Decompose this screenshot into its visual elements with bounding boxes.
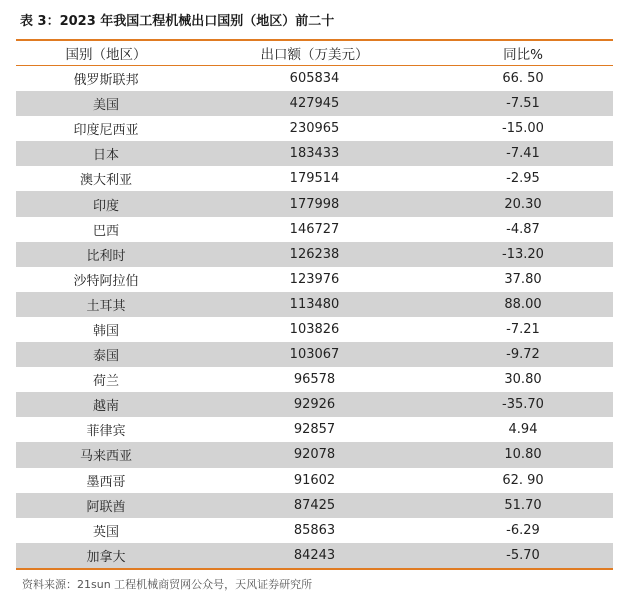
yoy-cell: 51.70 [504, 497, 542, 513]
yoy-cell: 88.00 [504, 296, 542, 312]
yoy-cell: -6.29 [506, 522, 540, 538]
table-row [16, 141, 613, 166]
country-cell: 韩国 [92, 323, 119, 339]
table-row [16, 367, 613, 392]
table-row [16, 417, 613, 442]
country-cell: 澳大利亚 [79, 173, 132, 189]
table-row [16, 468, 613, 493]
country-cell: 加拿大 [86, 549, 126, 565]
export-value-cell: 92926 [293, 397, 336, 413]
table-row [16, 518, 613, 543]
table-row [16, 191, 613, 216]
yoy-cell: -9.72 [506, 347, 540, 363]
export-value-cell: 91602 [293, 472, 336, 488]
table-row [16, 392, 613, 417]
yoy-cell: -35.70 [502, 397, 544, 413]
export-value-cell: 92078 [293, 447, 336, 463]
country-cell: 墨西哥 [86, 474, 126, 490]
header-export-value: 出口额（万美元） [260, 47, 369, 63]
export-value-cell: 85863 [293, 522, 336, 538]
country-cell: 荷兰 [92, 374, 119, 390]
export-value-cell: 84243 [293, 547, 336, 563]
table-row [16, 91, 613, 116]
header-yoy: 同比% [503, 47, 543, 63]
export-table [16, 39, 613, 570]
export-value-cell: 113480 [289, 296, 340, 312]
table-row [16, 267, 613, 292]
export-value-cell: 87425 [293, 497, 336, 513]
table-row [16, 317, 613, 342]
yoy-cell: -5.70 [506, 547, 540, 563]
yoy-cell: -2.95 [506, 171, 540, 187]
country-cell: 泰国 [92, 349, 119, 365]
country-cell: 菲律宾 [86, 424, 126, 440]
export-value-cell: 179514 [289, 171, 340, 187]
yoy-cell: -15.00 [502, 121, 544, 137]
table-row [16, 292, 613, 317]
country-cell: 马来西亚 [79, 449, 132, 465]
table-title: 表 3：2023 年我国工程机械出口国别（地区）前二十 [20, 14, 335, 29]
table-row [16, 543, 613, 568]
country-cell: 沙特阿拉伯 [73, 273, 139, 289]
table-row [16, 242, 613, 267]
yoy-cell: -7.41 [506, 146, 540, 162]
export-value-cell: 177998 [289, 196, 340, 212]
table-row [16, 442, 613, 467]
export-value-cell: 123976 [289, 271, 340, 287]
export-value-cell: 183433 [289, 146, 340, 162]
yoy-cell: 20.30 [504, 196, 542, 212]
table-body [16, 66, 613, 568]
country-cell: 巴西 [92, 223, 119, 239]
export-value-cell: 96578 [293, 372, 336, 388]
yoy-cell: -7.51 [506, 96, 540, 112]
country-cell: 印度尼西亚 [73, 123, 139, 139]
yoy-cell: 10.80 [504, 447, 542, 463]
yoy-cell: -4.87 [506, 221, 540, 237]
country-cell: 英国 [92, 524, 119, 540]
table-row [16, 166, 613, 191]
source-note: 资料来源：21sun 工程机械商贸网公众号，天风证券研究所 [22, 578, 313, 591]
country-cell: 美国 [92, 98, 119, 114]
yoy-cell: -7.21 [506, 321, 540, 337]
country-cell: 越南 [92, 399, 119, 415]
export-value-cell: 103067 [289, 347, 340, 363]
country-cell: 比利时 [86, 248, 126, 264]
yoy-cell: 30.80 [504, 372, 542, 388]
yoy-cell: 37.80 [504, 271, 542, 287]
country-cell: 日本 [92, 148, 119, 164]
table-row [16, 493, 613, 518]
country-cell: 俄罗斯联邦 [73, 73, 139, 89]
table-row [16, 66, 613, 91]
export-value-cell: 427945 [289, 96, 340, 112]
yoy-cell: 62. 90 [502, 472, 544, 488]
export-value-cell: 146727 [289, 221, 340, 237]
table-row [16, 217, 613, 242]
export-value-cell: 230965 [289, 121, 340, 137]
export-value-cell: 92857 [293, 422, 336, 438]
country-cell: 阿联酋 [86, 499, 126, 515]
yoy-cell: 66. 50 [502, 71, 544, 87]
country-cell: 土耳其 [86, 298, 126, 314]
export-value-cell: 126238 [289, 246, 340, 262]
country-cell: 印度 [92, 198, 119, 214]
export-value-cell: 103826 [289, 321, 340, 337]
yoy-cell: -13.20 [502, 246, 544, 262]
table-header-row [16, 41, 613, 66]
yoy-cell: 4.94 [508, 422, 538, 438]
header-country: 国别（地区） [65, 47, 147, 63]
export-value-cell: 605834 [289, 71, 340, 87]
table-row [16, 116, 613, 141]
table-row [16, 342, 613, 367]
